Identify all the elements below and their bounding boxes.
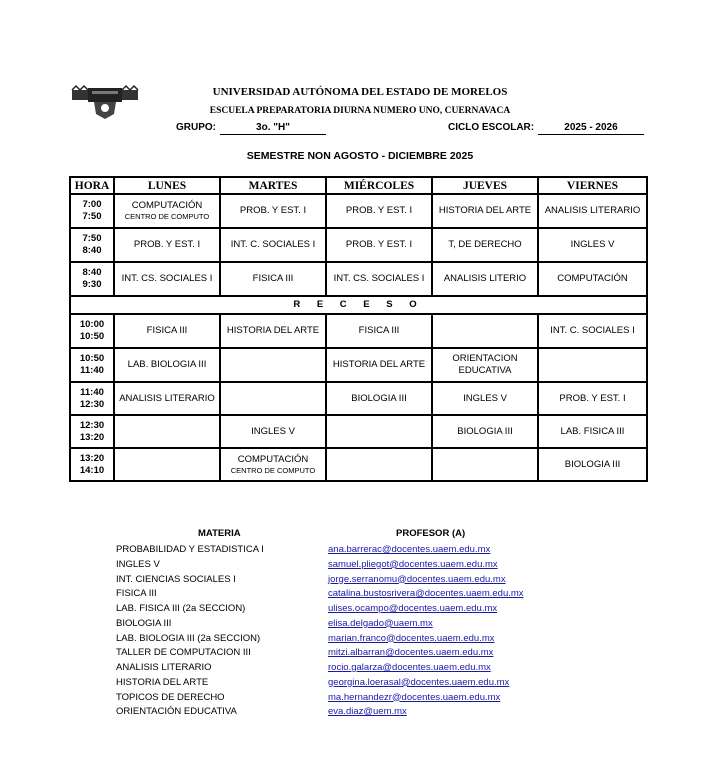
- schedule-header-row: [70, 177, 647, 194]
- ciclo-label: CICLO ESCOLAR:: [448, 122, 535, 133]
- hour-cell: [70, 348, 114, 382]
- class-cell: [538, 262, 647, 296]
- schedule-row: [70, 262, 647, 296]
- materia-item: INGLES V: [116, 558, 160, 570]
- class-cell: [326, 448, 432, 481]
- schedule-row: [70, 415, 647, 448]
- profesor-email-link[interactable]: ma.hernandezr@docentes.uaem.edu.mx: [328, 691, 501, 703]
- class-subject: INT. CS. SOCIALES I: [121, 273, 213, 284]
- class-cell: [538, 448, 647, 481]
- class-subject: ANALISIS LITERIO: [443, 273, 527, 284]
- hour-end: 7:50: [82, 211, 102, 222]
- schedule-row: [70, 194, 647, 228]
- materia-item: ANALISIS LITERARIO: [116, 662, 212, 673]
- materia-list: [116, 543, 264, 720]
- class-cell: [432, 348, 538, 382]
- class-subject: COMPUTACIÓN: [557, 273, 628, 284]
- university-logo: [70, 84, 140, 120]
- hour-cell: [70, 382, 114, 415]
- class-cell: [326, 262, 432, 296]
- hour-start: 7:00: [82, 199, 102, 210]
- class-cell: [220, 314, 326, 348]
- class-subject: ORIENTACION EDUCATIVA: [452, 353, 518, 376]
- class-cell: [432, 382, 538, 415]
- grupo-value: 3o. "H": [220, 122, 326, 135]
- materia-item: BIOLOGIA III: [116, 617, 172, 629]
- class-cell: [538, 415, 647, 448]
- class-cell: [538, 194, 647, 228]
- class-subject: COMPUTACIÓN: [131, 200, 203, 211]
- class-subject: INGLES V: [251, 425, 295, 437]
- class-subject: PROB. Y EST. I: [239, 205, 307, 216]
- class-cell: [538, 382, 647, 415]
- class-subject: ANALISIS LITERARIO: [544, 205, 641, 216]
- profesor-email-link[interactable]: jorge.serranomu@docentes.uaem.edu.mx: [328, 573, 506, 585]
- class-cell: [432, 314, 538, 348]
- class-subject: HISTORIA DEL ARTE: [332, 359, 426, 370]
- header-lunes: LUNES: [114, 177, 220, 194]
- class-subject: HISTORIA DEL ARTE: [226, 325, 320, 336]
- profesor-email-link[interactable]: rocio.galarza@docentes.uaem.edu.mx: [328, 662, 491, 673]
- class-subject: FISICA III: [146, 325, 188, 336]
- hour-cell: [70, 314, 114, 348]
- class-cell: [114, 448, 220, 481]
- class-cell: [114, 228, 220, 262]
- class-cell: [114, 314, 220, 348]
- hour-cell: [70, 262, 114, 296]
- class-subject: PROB. Y EST. I: [133, 239, 201, 250]
- hour-start: 10:50: [79, 353, 105, 364]
- profesor-email-link[interactable]: catalina.bustosrivera@docentes.uaem.edu.mx: [328, 588, 524, 600]
- header-viernes: VIERNES: [538, 177, 647, 194]
- class-subject: ANALISIS LITERARIO: [119, 392, 215, 404]
- materia-header: MATERIA: [198, 528, 241, 539]
- class-cell: [220, 262, 326, 296]
- university-title: UNIVERSIDAD AUTÓNOMA DEL ESTADO DE MORELOS: [212, 86, 508, 98]
- class-cell: [220, 228, 326, 262]
- class-cell: [220, 382, 326, 415]
- class-subject: FISICA III: [252, 273, 294, 284]
- materia-item: HISTORIA DEL ARTE: [116, 676, 209, 688]
- class-cell: [538, 348, 647, 382]
- schedule-row: [70, 314, 647, 348]
- class-cell: [114, 415, 220, 448]
- class-subject: FISICA III: [358, 325, 400, 336]
- class-cell: [114, 348, 220, 382]
- hour-end: 14:10: [79, 464, 105, 476]
- class-cell: [114, 194, 220, 228]
- schedule-table: [69, 176, 648, 482]
- materia-item: INT. CIENCIAS SOCIALES I: [116, 573, 236, 585]
- class-cell: [220, 194, 326, 228]
- hour-end: 12:30: [79, 398, 105, 410]
- hour-cell: [70, 194, 114, 228]
- class-subject: INT. C. SOCIALES I: [550, 325, 635, 336]
- class-subject: HISTORIA DEL ARTE: [438, 205, 532, 216]
- class-cell: [326, 314, 432, 348]
- materia-item: ORIENTACIÓN EDUCATIVA: [116, 706, 237, 718]
- class-subject: BIOLOGIA III: [457, 425, 513, 437]
- class-subject: LAB. FISICA III: [560, 425, 625, 437]
- class-subject: PROB. Y EST. I: [345, 239, 413, 250]
- class-subject: PROB. Y EST. I: [559, 392, 626, 404]
- receso-label: R E C E S O: [70, 296, 647, 314]
- hour-cell: [70, 448, 114, 481]
- class-subject: COMPUTACIÓN: [237, 453, 309, 465]
- hour-start: 8:40: [82, 267, 102, 278]
- ciclo-value: 2025 - 2026: [538, 122, 644, 135]
- materia-item: LAB. BIOLOGIA III (2a SECCION): [116, 632, 261, 644]
- class-subject: INGLES V: [570, 239, 615, 250]
- class-cell: [432, 194, 538, 228]
- class-cell: [220, 415, 326, 448]
- header-jueves: JUEVES: [432, 177, 538, 194]
- class-cell: [326, 415, 432, 448]
- hour-end: 10:50: [79, 331, 105, 342]
- semestre-title: SEMESTRE NON AGOSTO - DICIEMBRE 2025: [246, 150, 474, 162]
- class-cell: [538, 228, 647, 262]
- materia-item: LAB. FISICA III (2a SECCION): [116, 603, 246, 614]
- hour-cell: [70, 415, 114, 448]
- class-cell: [432, 415, 538, 448]
- class-subject: BIOLOGIA III: [564, 458, 621, 470]
- materia-item: FISICA III: [116, 588, 157, 600]
- profesor-email-link[interactable]: samuel.pliegot@docentes.uaem.edu.mx: [328, 558, 498, 570]
- class-cell: [326, 228, 432, 262]
- class-subject: INGLES V: [463, 392, 507, 404]
- schedule-row: [70, 382, 647, 415]
- profesor-email-link[interactable]: elisa.delgado@uaem.mx: [328, 617, 433, 629]
- profesor-header: PROFESOR (A): [396, 528, 466, 539]
- class-cell: [432, 228, 538, 262]
- class-cell: [220, 448, 326, 481]
- class-subject: INT. C. SOCIALES I: [230, 239, 316, 250]
- hour-end: 9:30: [82, 279, 102, 290]
- class-cell: [114, 262, 220, 296]
- class-cell: [220, 348, 326, 382]
- profesor-list: [328, 543, 524, 720]
- class-cell: [432, 448, 538, 481]
- profesor-email-link[interactable]: ana.barrerac@docentes.uaem.edu.mx: [328, 544, 491, 555]
- class-subject: LAB. BIOLOGIA III: [127, 359, 207, 370]
- hour-end: 8:40: [82, 245, 102, 256]
- hour-end: 11:40: [80, 365, 104, 376]
- school-title: ESCUELA PREPARATORIA DIURNA NUMERO UNO, CUERNAVACA: [209, 106, 511, 116]
- materia-item: TALLER DE COMPUTACION III: [116, 647, 251, 659]
- class-cell: [432, 262, 538, 296]
- class-subject: T, DE DERECHO: [448, 239, 522, 250]
- profesor-email-link[interactable]: ulises.ocampo@docentes.uaem.edu.mx: [328, 603, 498, 614]
- header-hora: HORA: [70, 177, 114, 194]
- class-subject: INT. CS. SOCIALES I: [333, 273, 425, 284]
- schedule-row: [70, 348, 647, 382]
- header-martes: MARTES: [220, 177, 326, 194]
- class-location: CENTRO DE COMPUTO: [230, 465, 316, 475]
- profesor-email-link[interactable]: mitzi.albarran@docentes.uaem.edu.mx: [328, 647, 494, 659]
- class-subject: PROB. Y EST. I: [345, 205, 413, 216]
- schedule-row: [70, 228, 647, 262]
- materia-item: TOPICOS DE DERECHO: [116, 691, 225, 703]
- class-subject: BIOLOGIA III: [351, 392, 407, 404]
- hour-cell: [70, 228, 114, 262]
- class-cell: [114, 382, 220, 415]
- hour-start: 7:50: [82, 233, 102, 244]
- hour-start: 12:30: [79, 419, 105, 431]
- profesor-email-link[interactable]: georgina.loerasal@docentes.uaem.edu.mx: [328, 676, 510, 688]
- materia-item: PROBABILIDAD Y ESTADISTICA I: [116, 544, 264, 555]
- profesor-email-link[interactable]: eva.diaz@uem.mx: [328, 706, 407, 718]
- header-miercoles: MIÉRCOLES: [326, 177, 432, 194]
- profesor-email-link[interactable]: marian.franco@docentes.uaem.edu.mx: [328, 632, 495, 644]
- hour-end: 13:20: [79, 431, 105, 443]
- schedule-row: [70, 448, 647, 481]
- class-cell: [326, 348, 432, 382]
- receso-row: [70, 296, 647, 314]
- class-cell: [326, 194, 432, 228]
- grupo-label: GRUPO:: [176, 122, 216, 133]
- class-location: CENTRO DE COMPUTO: [124, 212, 210, 221]
- class-cell: [326, 382, 432, 415]
- class-cell: [538, 314, 647, 348]
- hour-start: 10:00: [79, 319, 105, 330]
- hour-start: 11:40: [80, 386, 104, 398]
- hour-start: 13:20: [79, 452, 105, 464]
